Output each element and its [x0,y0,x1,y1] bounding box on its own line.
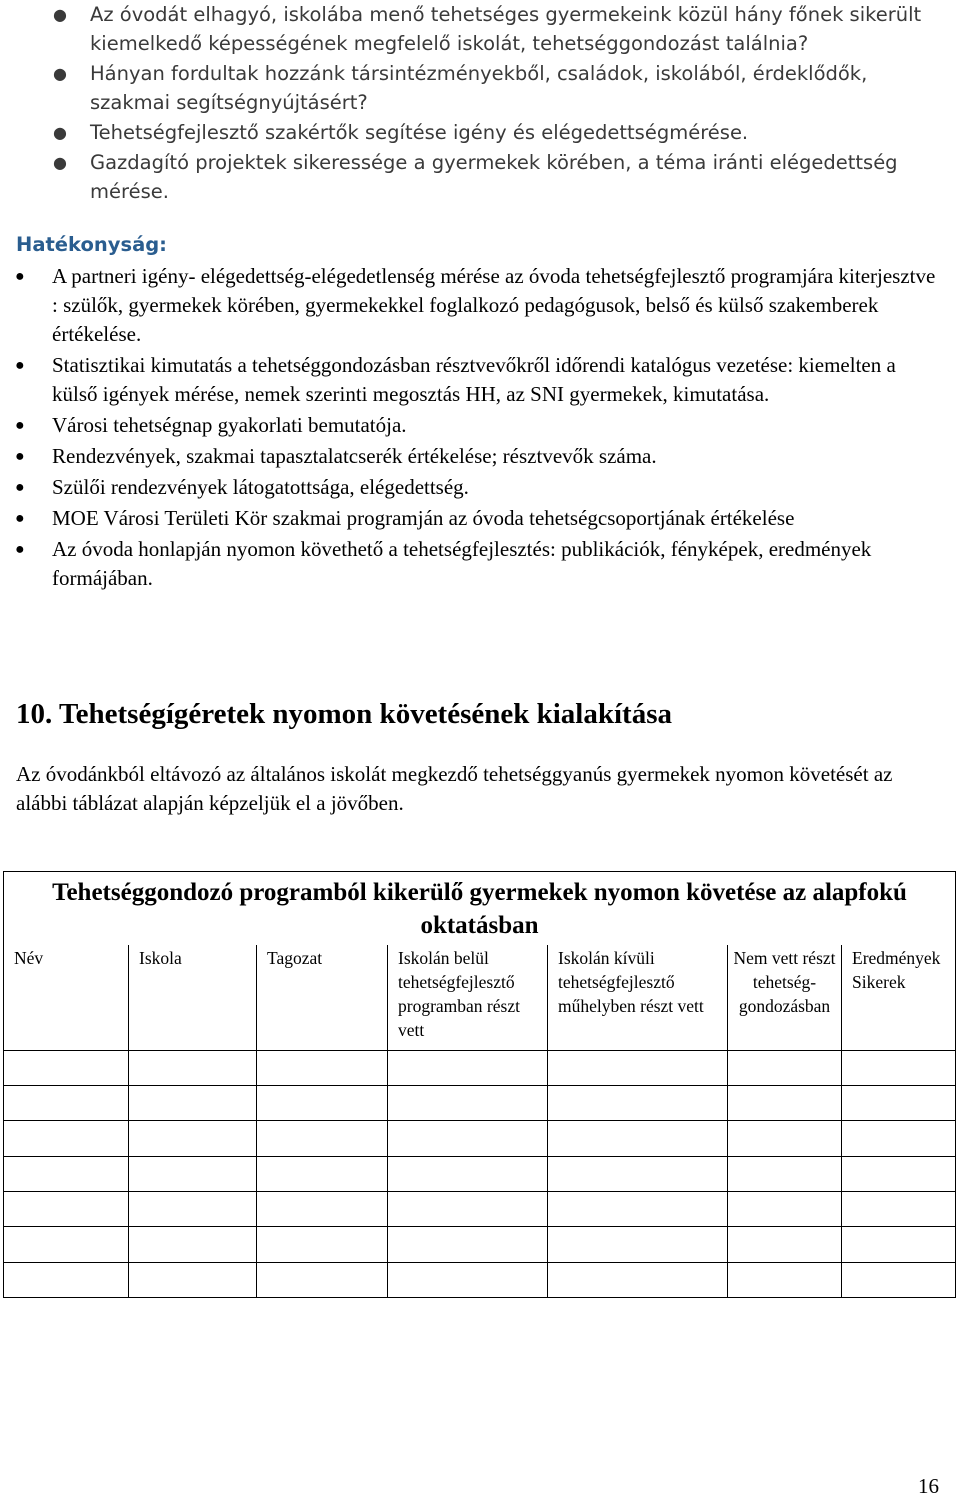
table-caption: Tehetséggondozó programból kikerülő gyermekek nyomon követése az alapfokú oktatásban [4,872,956,945]
table-row [4,1156,956,1191]
bullet-icon: ● [53,153,67,172]
table-cell [388,1050,548,1085]
table-cell [4,1156,129,1191]
table-cell [548,1156,728,1191]
efficiency-bullet-list [15,262,942,595]
table-cell [728,1050,842,1085]
list-item: ● Tehetségfejlesztő szakértők segítése igény és elégedettségmérése. [90,118,940,147]
table-cell [388,1262,548,1297]
table-row [4,1262,956,1297]
table-cell [548,1086,728,1121]
table-cell [842,1262,956,1297]
table-cell [129,1050,257,1085]
table-cell [842,1050,956,1085]
bullet-icon: ● [15,479,25,496]
table-cell [548,1050,728,1085]
list-item: ● Szülői rendezvények látogatottsága, elégedettség. [52,473,942,502]
evaluation-bullet-list [53,0,940,206]
header-no-participation: Nem vett részt tehetség-gondozásban [728,945,842,1050]
table-cell [842,1227,956,1262]
table-cell [728,1086,842,1121]
table-caption-row [4,872,956,945]
table-cell [4,1050,129,1085]
table-cell [129,1262,257,1297]
table-cell [257,1227,388,1262]
table-cell [129,1156,257,1191]
header-in-school-program: Iskolán belül tehetségfejlesztő programban részt vett [388,945,548,1050]
list-item: ● Gazdagító projektek sikeressége a gyermekek körében, a téma iránti elégedettség mérése. [90,148,940,206]
table-cell [388,1227,548,1262]
table-cell [129,1192,257,1227]
header-school: Iskola [129,945,257,1050]
table-row [4,1050,956,1085]
table-cell [4,1192,129,1227]
table-cell [388,1086,548,1121]
table-cell [548,1262,728,1297]
table-cell [842,1121,956,1156]
table-cell [257,1050,388,1085]
table-cell [842,1086,956,1121]
table-cell [388,1192,548,1227]
table-cell [842,1156,956,1191]
table-body [4,1050,956,1297]
bullet-icon: ● [53,5,67,24]
header-name: Név [4,945,129,1050]
table-cell [129,1086,257,1121]
bullet-icon: ● [53,123,67,142]
table-cell [728,1121,842,1156]
list-item: ● Az óvoda honlapján nyomon követhető a tehetségfejlesztés: publikációk, fényképek, eredmények formájában. [15,537,872,590]
table-cell [548,1121,728,1156]
header-results: Eredmények Sikerek [842,945,956,1050]
table-cell [257,1086,388,1121]
table-cell [257,1262,388,1297]
page-number: 16 [918,1474,939,1498]
tracking-table [3,871,956,1298]
table-cell [129,1227,257,1262]
table-cell [728,1156,842,1191]
table-cell [4,1121,129,1156]
table-row [4,1227,956,1262]
table-cell [4,1086,129,1121]
list-item: ● Az óvodát elhagyó, iskolába menő tehetséges gyermekeink közül hány főnek sikerült kiemelkedő képességének megfelelő iskolát, tehetséggondozást találnia? [90,0,940,58]
header-track: Tagozat [257,945,388,1050]
table-cell [388,1156,548,1191]
bullet-icon: ● [15,268,25,285]
table-cell [4,1227,129,1262]
bullet-icon: ● [15,448,25,465]
efficiency-heading: Hatékonyság: [16,233,167,256]
list-item: ● Városi tehetségnap gyakorlati bemutatója. [52,411,942,440]
table-cell [548,1227,728,1262]
table-cell [842,1192,956,1227]
list-item: ● Rendezvények, szakmai tapasztalatcserék értékelése; résztvevők száma. [52,442,942,471]
table-row [4,1192,956,1227]
table-cell [728,1262,842,1297]
section-title: 10. Tehetségígéretek nyomon követésének kialakítása [16,698,672,730]
table-row [4,1121,956,1156]
table-cell [388,1121,548,1156]
bullet-icon: ● [15,541,25,558]
bullet-icon: ● [15,357,25,374]
list-item: ● MOE Városi Területi Kör szakmai programján az óvoda tehetségcsoportjának értékelése [52,504,942,533]
list-item: ● A partneri igény- elégedettség-elégedetlenség mérése az óvoda tehetségfejlesztő programjára kiterjesztve : szülők, gyermekek körében, gyermekekkel foglalkozó pedagógusok, belső és külső szakemberek értékelése. [15,264,936,346]
table-cell [257,1192,388,1227]
list-item: ● Hányan fordultak hozzánk társintézményekből, családok, iskolából, érdeklődők, szakmai segítségnyújtásért? [90,59,940,117]
table-cell [548,1192,728,1227]
table-cell [728,1227,842,1262]
bullet-icon: ● [15,417,25,434]
table-cell [4,1262,129,1297]
bullet-icon: ● [15,510,25,527]
table-cell [129,1121,257,1156]
list-item: ● Statisztikai kimutatás a tehetséggondozásban résztvevőkről időrendi katalógus vezetése: kiemelten a külső igények mérése, nemek szerinti megosztás HH, az SNI gyermekek, kimutatása. [15,353,896,406]
section-intro: Az óvodánkból eltávozó az általános iskolát megkezdő tehetséggyanús gyermekek nyomon követését az alábbi táblázat alapján képzeljük el a jövőben. [16,762,893,815]
table-cell [728,1192,842,1227]
table-header-row [4,945,956,1050]
header-external-workshop: Iskolán kívüli tehetségfejlesztő műhelyben részt vett [548,945,728,1050]
table-row [4,1086,956,1121]
table-cell [257,1156,388,1191]
bullet-icon: ● [53,64,67,83]
table-cell [257,1121,388,1156]
